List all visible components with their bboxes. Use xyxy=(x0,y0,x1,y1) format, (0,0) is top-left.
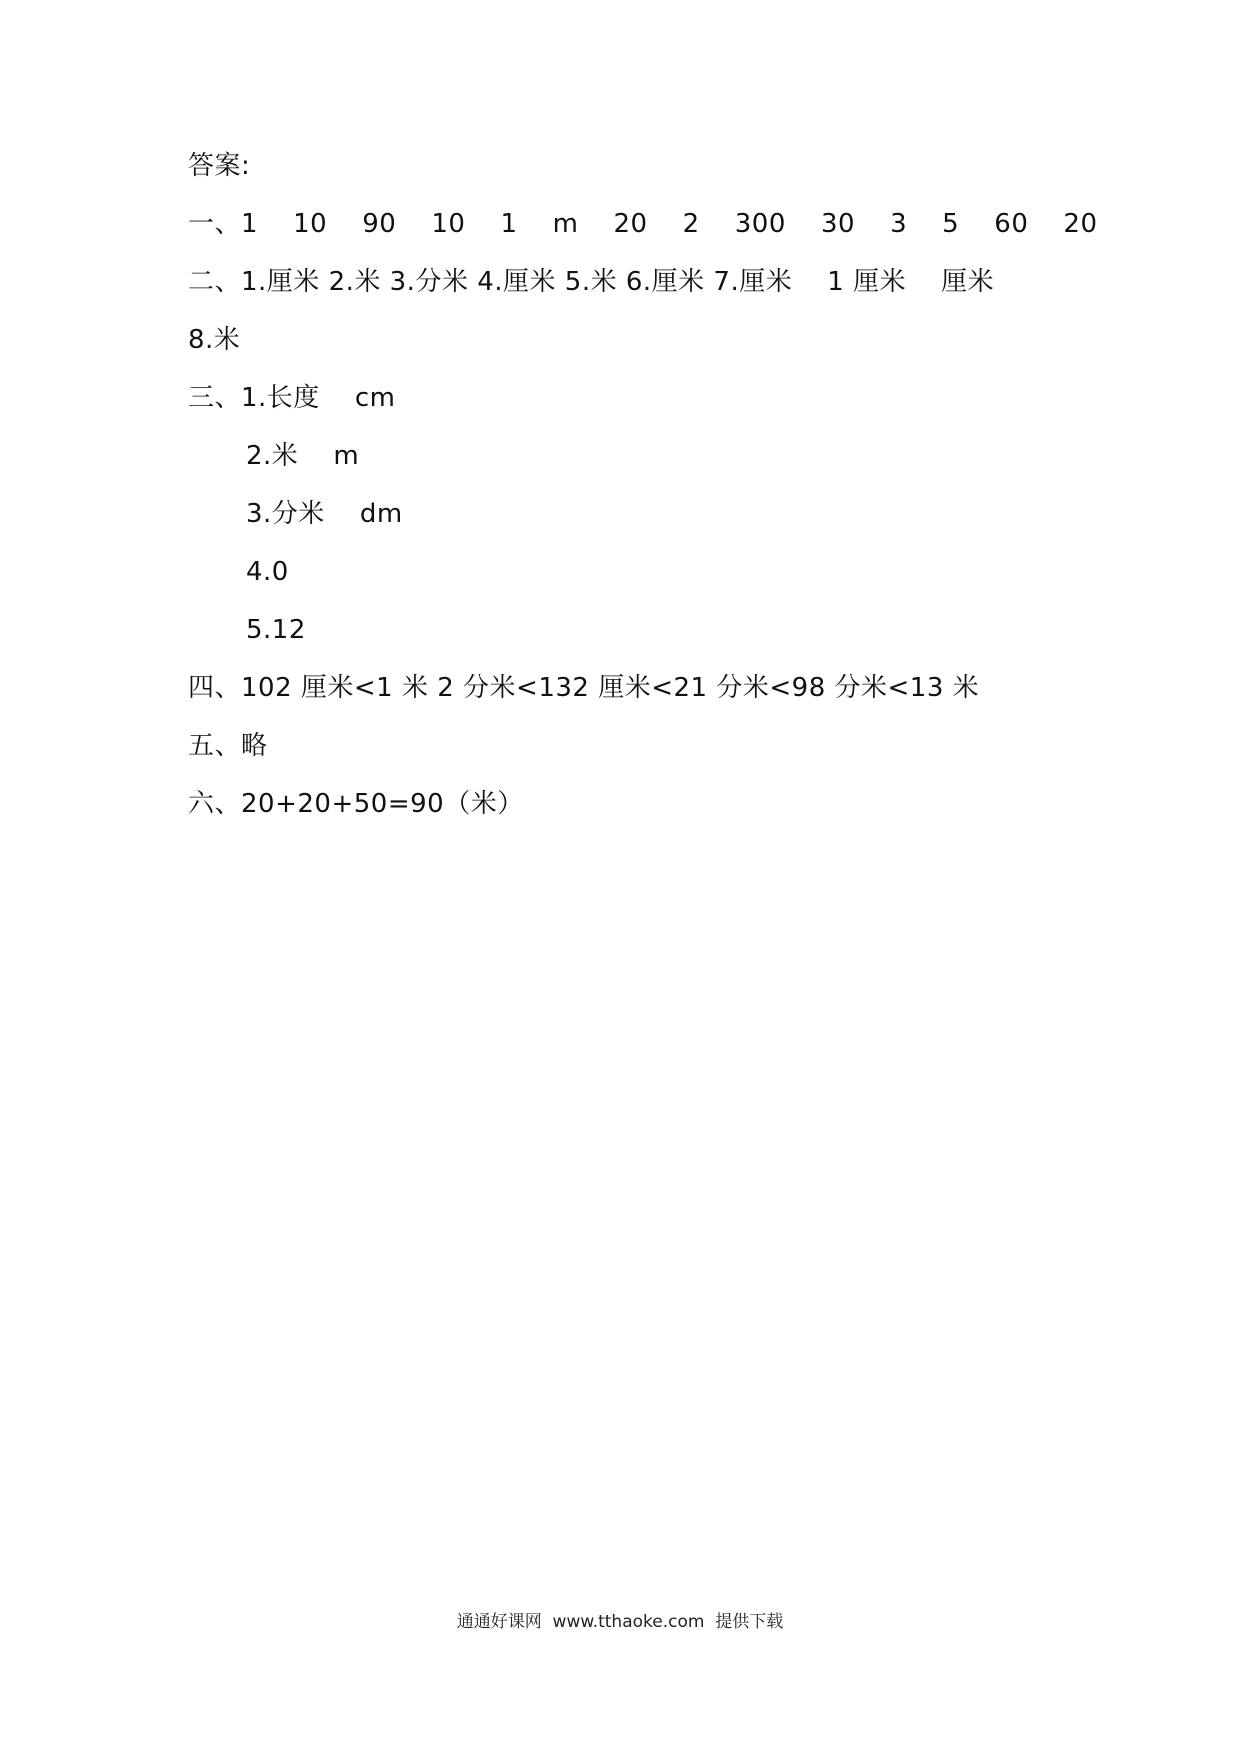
answer-section-5: 五、略 xyxy=(188,731,268,761)
footer-source-text: 通通好课网 www.tthaoke.com 提供下载 xyxy=(456,1612,784,1632)
answer-section-3-item-5: 5.12 xyxy=(246,615,306,645)
answer-section-3-item-2: 2.米 m xyxy=(246,441,360,471)
answer-section-3-item-4: 4.0 xyxy=(246,557,289,587)
answer-section-3-item-3: 3.分米 dm xyxy=(246,499,403,529)
answer-section-2-continued: 8.米 xyxy=(188,325,241,355)
answer-section-3-item-1: 三、1.长度 cm xyxy=(188,383,396,413)
answer-section-6: 六、20+20+50=90（米） xyxy=(188,789,524,819)
answer-section-2: 二、1.厘米 2.米 3.分米 4.厘米 5.米 6.厘米 7.厘米 1 厘米 厘米 xyxy=(188,267,995,297)
answer-section-1: 一、1 10 90 10 1 m 20 2 300 30 3 5 60 20 xyxy=(188,209,1098,239)
answer-title: 答案: xyxy=(188,151,251,181)
answer-section-4: 四、102 厘米<1 米 2 分米<132 厘米<21 分米<98 分米<13 米 xyxy=(188,673,980,703)
